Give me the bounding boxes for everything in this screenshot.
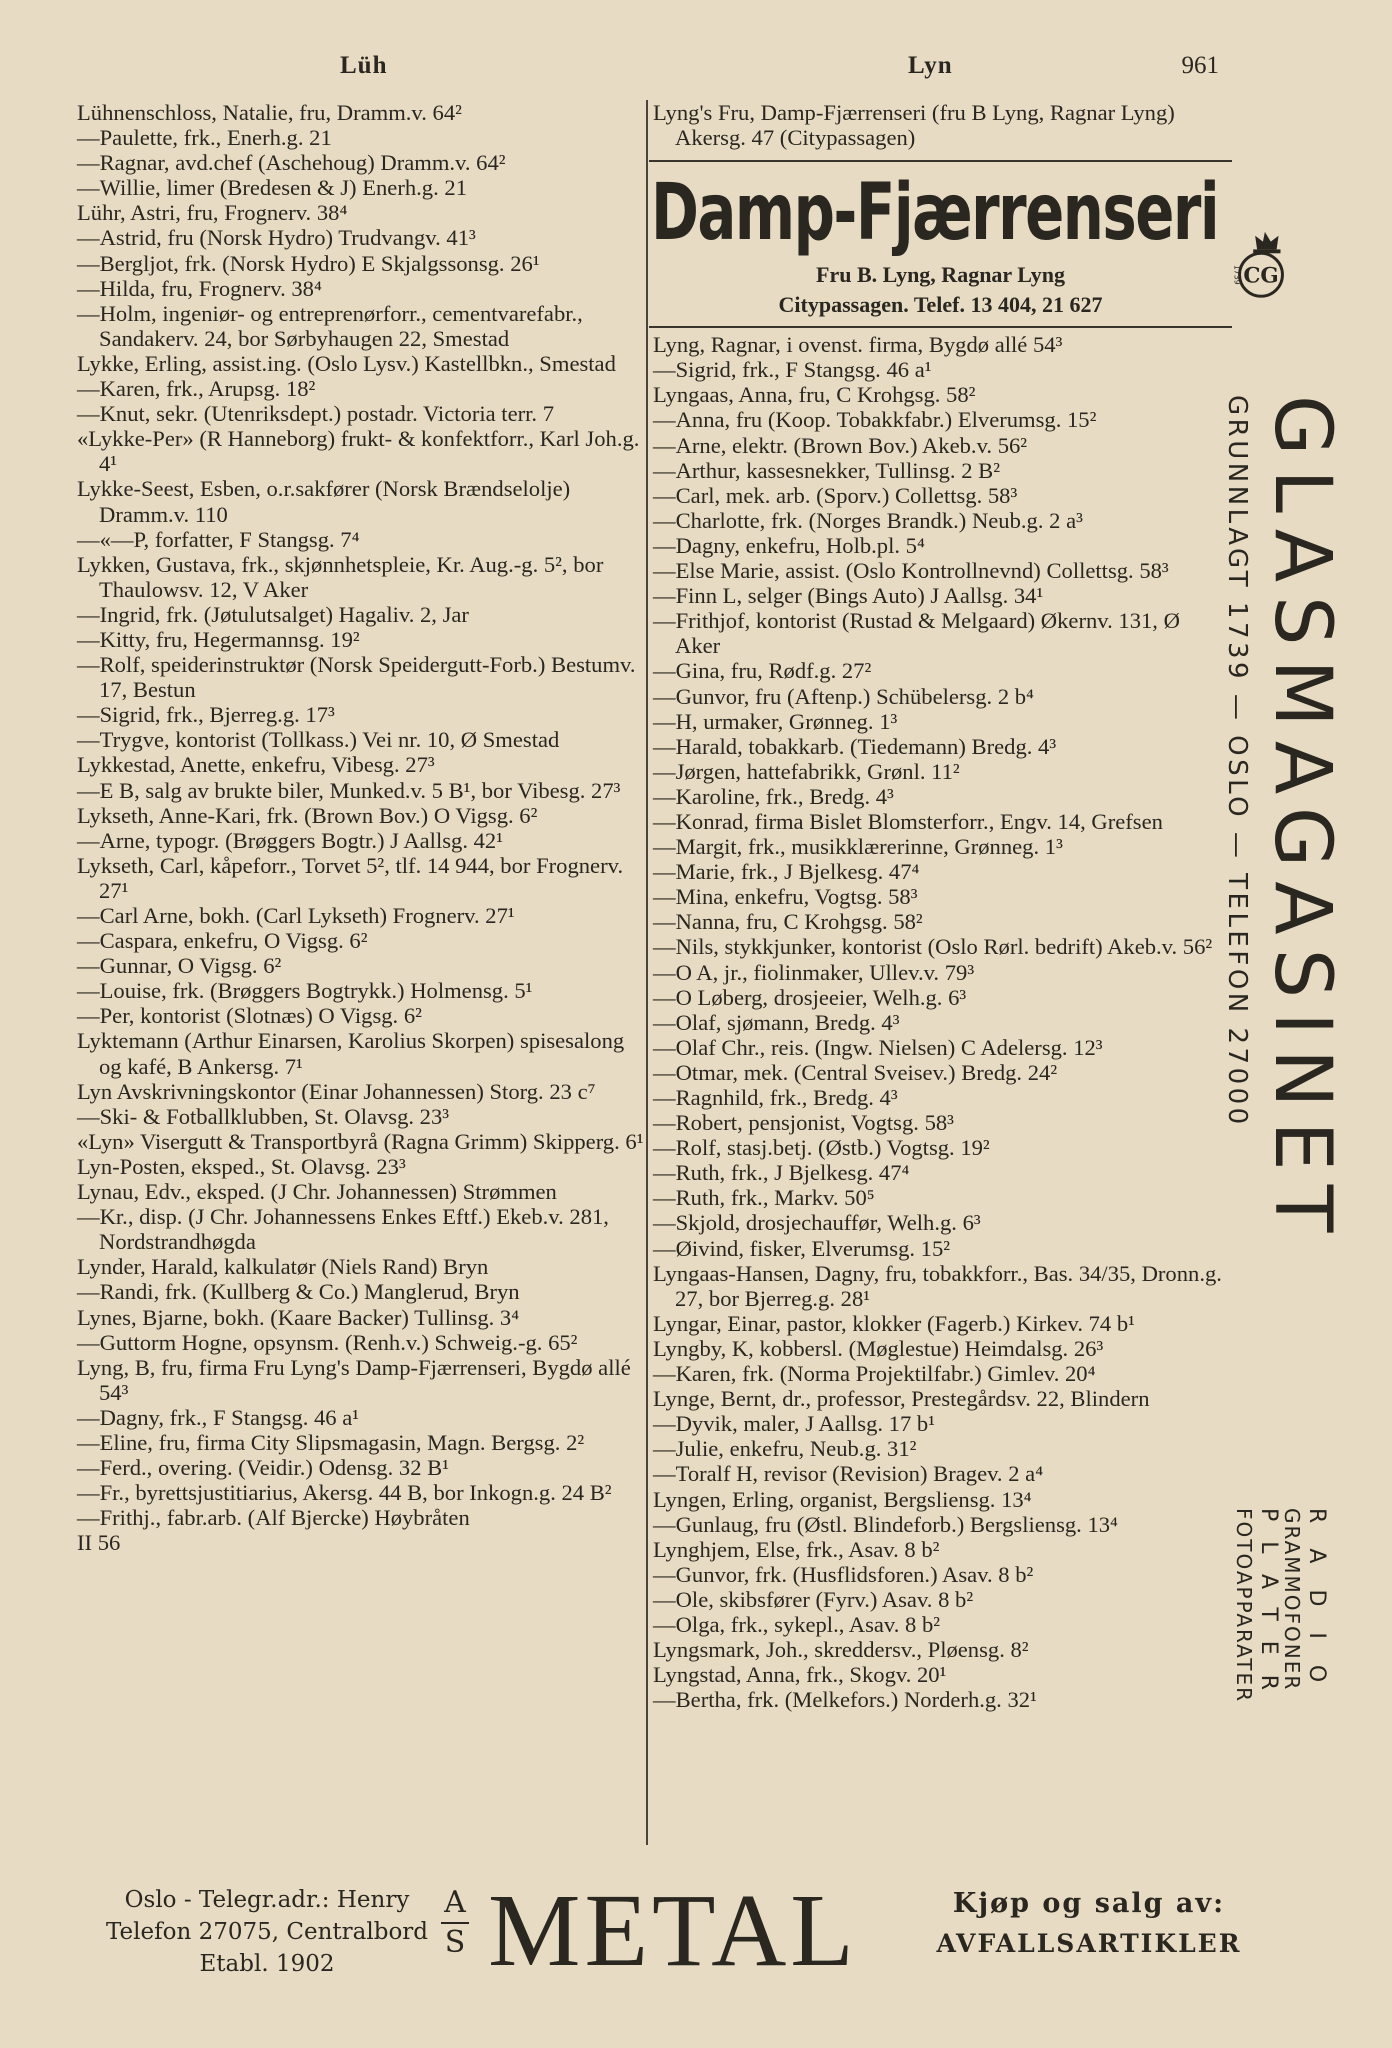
directory-entry: Lyktemann (Arthur Einarsen, Karolius Skorpen) spisesalong og kafé, B Ankersg. 7¹ — [77, 1028, 625, 1079]
directory-entry: —Karen, frk. (Norma Projektilfabr.) Gimlev. 20⁴ — [653, 1361, 1096, 1387]
directory-entry: —Gunnar, O Vigsg. 6² — [77, 953, 282, 979]
directory-entry: —Rolf, stasj.betj. (Østb.) Vogtsg. 19² — [653, 1135, 990, 1161]
directory-entry: Lynder, Harald, kalkulatør (Niels Rand) Bryn — [77, 1254, 489, 1280]
radio-fotoapparater: FOTOAPPARATER — [1232, 1508, 1256, 1704]
directory-entry: —Dyvik, maler, J Aallsg. 17 b¹ — [653, 1411, 935, 1437]
directory-entry: —Karen, frk., Arupsg. 18² — [77, 376, 316, 402]
directory-entry: —Sigrid, frk., Bjerreg.g. 17³ — [77, 702, 335, 728]
running-head-center: Lyn — [908, 52, 953, 79]
directory-entry: —Sigrid, frk., F Stangsg. 46 a¹ — [653, 357, 932, 383]
directory-entry: —Paulette, frk., Enerh.g. 21 — [77, 125, 332, 151]
ad-rule-top — [649, 160, 1232, 162]
radio-grammofoner: GRAMMOFONER — [1280, 1508, 1304, 1692]
directory-entry: —Dagny, frk., F Stangsg. 46 a¹ — [77, 1404, 360, 1430]
footer-trade — [924, 1884, 1254, 1964]
page-number: 961 — [1181, 52, 1219, 79]
badge-letters: CG — [1243, 263, 1279, 289]
directory-entry: «Lyn» Visergutt & Transportbyrå (Ragna Grimm) Skipperg. 6¹ — [77, 1128, 644, 1154]
footer-telefon: Telefon 27075, Centralbord — [105, 1919, 429, 1945]
footer-as-mark — [435, 1886, 475, 1960]
metal-ad-footer — [88, 1873, 1242, 1990]
directory-entry: —O A, jr., fiolinmaker, Ullev.v. 79³ — [653, 959, 975, 985]
directory-entry: —Jørgen, hattefabrikk, Grønl. 11² — [653, 758, 960, 784]
directory-entry: —Carl, mek. arb. (Sporv.) Collettsg. 58³ — [653, 482, 1018, 508]
directory-entry: —Hilda, fru, Frognerv. 38⁴ — [77, 275, 322, 301]
directory-entry: —Bertha, frk. (Melkefors.) Norderh.g. 32¹ — [653, 1687, 1037, 1713]
directory-entry: —Frithjof, kontorist (Rustad & Melgaard) Økernv. 131, Ø Aker — [653, 608, 1180, 659]
directory-entry: —Olaf Chr., reis. (Ingw. Nielsen) C Adelersg. 12³ — [653, 1034, 1103, 1060]
glasmagasinet-title: GLASMAGASINET — [1257, 395, 1347, 1247]
cg-crown-logo-icon — [1222, 226, 1300, 304]
directory-entry: —Trygve, kontorist (Tollkass.) Vei nr. 10, Ø Smestad — [77, 727, 560, 753]
directory-entry: Lyngar, Einar, pastor, klokker (Fagerb.) Kirkev. 74 b¹ — [653, 1310, 1135, 1336]
ad-owners: Fru B. Lyng, Ragnar Lyng — [816, 262, 1065, 288]
directory-entry: —Mina, enkefru, Vogtsg. 58³ — [653, 884, 918, 910]
directory-entry: —Robert, pensjonist, Vogtsg. 58³ — [653, 1110, 954, 1136]
radio-ad — [1232, 1508, 1328, 1710]
directory-entry: —Eline, fru, firma City Slipsmagasin, Magn. Bergsg. 2² — [77, 1429, 585, 1455]
directory-entry: Lyngstad, Anna, frk., Skogv. 20¹ — [653, 1662, 947, 1688]
directory-entry: Lynge, Bernt, dr., professor, Prestegårdsv. 22, Blindern — [653, 1386, 1150, 1412]
directory-entry: —Harald, tobakkarb. (Tiedemann) Bredg. 4³ — [653, 733, 1057, 759]
directory-entry: —«—P, forfatter, F Stangsg. 7⁴ — [77, 526, 360, 552]
ad-contact: Citypassagen. Telef. 13 404, 21 627 — [778, 292, 1103, 318]
ad-title: Damp-Fjærrenseri — [651, 168, 1219, 259]
directory-entry: Lyngby, K, kobbersl. (Møglestue) Heimdalsg. 26³ — [653, 1335, 1104, 1361]
directory-entry: —Else Marie, assist. (Oslo Kontrollnevnd) Collettsg. 58³ — [653, 558, 1169, 584]
directory-entry: Lyngaas, Anna, fru, C Krohgsg. 58² — [653, 382, 976, 408]
footer-etabl: Etabl. 1902 — [199, 1951, 335, 1977]
directory-entry: Lyn Avskrivningskontor (Einar Johannessen) Storg. 23 c⁷ — [77, 1078, 596, 1104]
directory-entry: —Randi, frk. (Kullberg & Co.) Manglerud, Bryn — [77, 1279, 520, 1305]
directory-entry: —Dagny, enkefru, Holb.pl. 5⁴ — [653, 532, 925, 558]
directory-entry: —Kitty, fru, Hegermannsg. 19² — [77, 626, 360, 652]
ad-rule-bottom — [649, 326, 1232, 328]
directory-entry: —Olaf, sjømann, Bredg. 4³ — [653, 1009, 900, 1035]
directory-entry: —Ingrid, frk. (Jøtulutsalget) Hagaliv. 2, Jar — [77, 601, 469, 627]
directory-entry: —Carl Arne, bokh. (Carl Lykseth) Frognerv. 27¹ — [77, 903, 515, 928]
directory-entry: Lykken, Gustava, frk., skjønnhetspleie, Kr. Aug.-g. 5², bor Thaulowsv. 12, V Aker — [77, 551, 604, 602]
directory-entry: —Astrid, fru (Norsk Hydro) Trudvangv. 41³ — [77, 225, 476, 251]
directory-entry: Lyng's Fru, Damp-Fjærrenseri (fru B Lyng, Ragnar Lyng) Akersg. 47 (Citypassagen) — [653, 100, 1175, 151]
directory-entry: —Toralf H, revisor (Revision) Bragev. 2 a⁴ — [653, 1461, 1044, 1487]
right-entries — [653, 332, 1228, 1712]
directory-entry: —Guttorm Hogne, opsynsm. (Renh.v.) Schweig.-g. 65² — [77, 1329, 578, 1355]
directory-entry: —Ski- & Fotballklubben, St. Olavsg. 23³ — [77, 1103, 450, 1129]
directory-entry: Lühnenschloss, Natalie, fru, Dramm.v. 64² — [77, 100, 462, 125]
directory-entry: —Fr., byrettsjustitiarius, Akersg. 44 B, bor Inkogn.g. 24 B² — [77, 1480, 612, 1506]
directory-entry: —Karoline, frk., Bredg. 4³ — [653, 783, 894, 809]
directory-entry: —Øivind, fisker, Elverumsg. 15² — [653, 1235, 951, 1261]
running-head-left: Lüh — [340, 52, 388, 79]
footer-kjop-salg: Kjøp og salg av: — [952, 1888, 1226, 1919]
directory-entry: «Lykke-Per» (R Hanneborg) frukt- & konfektforr., Karl Joh.g. 4¹ — [77, 426, 640, 477]
footer-as-bar — [441, 1922, 469, 1924]
footer-contact — [102, 1884, 432, 1980]
directory-entry: —Holm, ingeniør- og entreprenørforr., cementvarefabr., Sandakerv. 24, bor Sørbyhaugen 22, Smestad — [77, 300, 583, 351]
directory-entry: —E B, salg av brukte biler, Munked.v. 5 B¹, bor Vibesg. 27³ — [77, 777, 621, 803]
directory-entry: —Otmar, mek. (Central Sveisev.) Bredg. 24² — [653, 1059, 1058, 1085]
directory-entry: Lykke-Seest, Esben, o.r.sakfører (Norsk Brændselolje) Dramm.v. 110 — [77, 476, 571, 527]
directory-entry: —Ragnar, avd.chef (Aschehoug) Dramm.v. 64² — [77, 150, 506, 176]
left-column — [77, 100, 652, 1555]
directory-entry: —H, urmaker, Grønneg. 1³ — [653, 708, 898, 734]
directory-entry: —Gunvor, frk. (Husflidsforen.) Asav. 8 b² — [653, 1561, 1034, 1587]
footer-metal-title: METAL — [488, 1873, 858, 1988]
directory-entry: Lynghjem, Else, frk., Asav. 8 b² — [653, 1536, 940, 1562]
directory-entry: —Arthur, kassesnekker, Tullinsg. 2 B² — [653, 457, 1001, 483]
directory-entry: —Per, kontorist (Slotnæs) O Vigsg. 6² — [77, 1003, 422, 1029]
directory-entry: —Julie, enkefru, Neub.g. 31² — [653, 1436, 917, 1462]
glasmagasinet-subline: GRUNNLAGT 1739 — OSLO — TELEFON 27000 — [1222, 395, 1252, 1128]
directory-entry: Lyng, Ragnar, i ovenst. firma, Bygdø allé 54³ — [653, 332, 1063, 358]
directory-entry: —Anna, fru (Koop. Tobakkfabr.) Elverumsg. 15² — [653, 407, 1097, 433]
fjaerrenseri-ad — [653, 160, 1228, 328]
directory-entry: —Gina, fru, Rødf.g. 27² — [653, 658, 872, 684]
footer-avfall: AVFALLSARTIKLER — [936, 1929, 1242, 1958]
directory-entry: —Kr., disp. (J Chr. Johannessens Enkes Eftf.) Ekeb.v. 281, Nordstrandhøgda — [77, 1204, 609, 1255]
directory-entry: —Arne, typogr. (Brøggers Bogtr.) J Aallsg. 42¹ — [77, 827, 503, 853]
directory-entry: —Olga, frk., sykepl., Asav. 8 b² — [653, 1611, 941, 1637]
directory-entry: Lykseth, Carl, kåpeforr., Torvet 5², tlf. 14 944, bor Frognerv. 27¹ — [77, 852, 624, 903]
directory-entry: —Gunlaug, fru (Østl. Blindeforb.) Bergsliensg. 13⁴ — [653, 1511, 1118, 1537]
directory-entry: —Nanna, fru, C Krohgsg. 58² — [653, 909, 923, 935]
directory-entry: II 56 — [77, 1530, 121, 1556]
directory-entry: Lyngaas-Hansen, Dagny, fru, tobakkforr., Bas. 34/35, Dronn.g. 27, bor Bjerreg.g. 28¹ — [653, 1260, 1222, 1311]
radio-plater: PLATER — [1256, 1508, 1281, 1710]
directory-entry: Lyn-Posten, eksped., St. Olavsg. 23³ — [77, 1153, 406, 1179]
directory-entry: Lyng, B, fru, firma Fru Lyng's Damp-Fjærrenseri, Bygdø allé 54³ — [77, 1354, 631, 1405]
directory-entry: —O Løberg, drosjeeier, Welh.g. 6³ — [653, 984, 967, 1010]
directory-entry: —Louise, frk. (Brøggers Bogtrykk.) Holmensg. 5¹ — [77, 978, 533, 1004]
directory-entry: Lykseth, Anne-Kari, frk. (Brown Bov.) O Vigsg. 6² — [77, 802, 538, 828]
directory-entry: —Nils, stykkjunker, kontorist (Oslo Rørl. bedrift) Akeb.v. 56² — [653, 934, 1213, 960]
directory-entry: Lühr, Astri, fru, Frognerv. 38⁴ — [77, 200, 348, 226]
directory-entry: —Knut, sekr. (Utenriksdept.) postadr. Victoria terr. 7 — [77, 401, 554, 427]
badge-year: 1739 — [1232, 264, 1242, 285]
directory-entry: —Willie, limer (Bredesen & J) Enerh.g. 21 — [77, 175, 467, 201]
directory-entry: —Caspara, enkefru, O Vigsg. 6² — [77, 928, 368, 954]
directory-entry: —Finn L, selger (Bings Auto) J Aallsg. 34¹ — [653, 583, 1044, 609]
directory-entry: Lynau, Edv., eksped. (J Chr. Johannessen) Strømmen — [77, 1179, 557, 1205]
directory-entry: —Charlotte, frk. (Norges Brandk.) Neub.g. 2 a³ — [653, 507, 1083, 533]
right-column — [653, 100, 1228, 1712]
directory-entry: —Skjold, drosjechauffør, Welh.g. 6³ — [653, 1210, 981, 1236]
column-divider — [646, 100, 648, 1845]
directory-entry: —Bergljot, frk. (Norsk Hydro) E Skjalgssonsg. 26¹ — [77, 250, 540, 276]
directory-entry: —Rolf, speiderinstruktør (Norsk Speidergutt-Forb.) Bestumv. 17, Bestun — [77, 652, 636, 703]
radio-title: RADIO — [1304, 1508, 1329, 1709]
directory-entry: —Frithj., fabr.arb. (Alf Bjercke) Høybråten — [77, 1505, 470, 1531]
directory-entry: Lynes, Bjarne, bokh. (Kaare Backer) Tullinsg. 3⁴ — [77, 1304, 520, 1330]
directory-entry: —Ragnhild, frk., Bredg. 4³ — [653, 1085, 898, 1110]
directory-entry: —Ole, skibsfører (Fyrv.) Asav. 8 b² — [653, 1586, 974, 1612]
footer-as-bottom: S — [444, 1925, 466, 1960]
directory-entry: —Arne, elektr. (Brown Bov.) Akeb.v. 56² — [653, 432, 1028, 458]
right-top-entries — [653, 100, 1228, 150]
directory-entry: —Marie, frk., J Bjelkesg. 47⁴ — [653, 859, 920, 885]
directory-entry: —Gunvor, fru (Aftenp.) Schübelersg. 2 b⁴ — [653, 683, 1034, 709]
directory-entry: Lykke, Erling, assist.ing. (Oslo Lysv.) Kastellbkn., Smestad — [77, 350, 616, 376]
directory-entry: Lyngen, Erling, organist, Bergsliensg. 13⁴ — [653, 1486, 1032, 1512]
directory-entry: —Ferd., overing. (Veidir.) Odensg. 32 B¹ — [77, 1455, 449, 1481]
directory-entry: —Margit, frk., musikklærerinne, Grønneg. 1³ — [653, 834, 1063, 860]
directory-entry: —Konrad, firma Bislet Blomsterforr., Engv. 14, Grefsen — [653, 808, 1163, 834]
directory-entry: Lykkestad, Anette, enkefru, Vibesg. 27³ — [77, 752, 435, 778]
directory-entry: Lyngsmark, Joh., skreddersv., Pløensg. 8² — [653, 1637, 1029, 1663]
footer-as-top: A — [444, 1885, 466, 1920]
directory-entry: —Ruth, frk., J Bjelkesg. 47⁴ — [653, 1160, 910, 1186]
footer-telegr: Oslo - Telegr.adr.: Henry — [124, 1887, 410, 1913]
directory-entry: —Ruth, frk., Markv. 50⁵ — [653, 1185, 875, 1211]
